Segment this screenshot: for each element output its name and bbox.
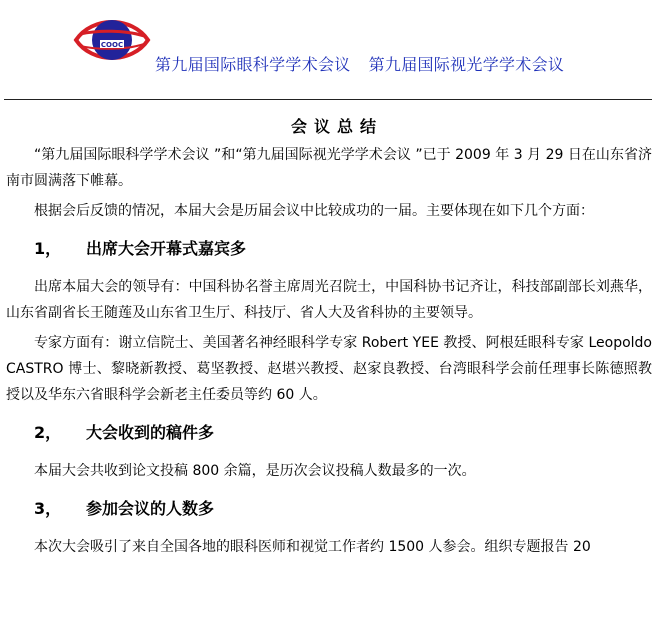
section-title: 出席大会开幕式嘉宾多 xyxy=(86,239,247,258)
section-paragraph: 本次大会吸引了来自全国各地的眼科医师和视觉工作者约 1500 人参会。组织专题报告 20 xyxy=(34,539,591,555)
section-heading xyxy=(6,484,652,534)
section-number: 3， xyxy=(34,499,62,518)
title-ophthalmology: 第九届国际眼科学学术会议 xyxy=(155,55,351,74)
conference-title xyxy=(155,52,564,75)
page-header xyxy=(0,0,657,100)
section-number: 2， xyxy=(34,423,62,442)
section-heading xyxy=(6,408,652,458)
header-divider xyxy=(4,99,652,100)
section-number: 1， xyxy=(34,239,62,258)
intro-paragraph: “第九届国际眼科学学术会议 ”和“第九届国际视光学学术会议 ”已于 2009 年 3 月 29 日在山东省济南市圆满落下帷幕。 xyxy=(6,147,652,189)
title-optometry: 第九届国际视光学学术会议 xyxy=(368,55,565,74)
section-title: 参加会议的人数多 xyxy=(86,499,215,518)
section-paragraph: 专家方面有：谢立信院士、美国著名神经眼科学专家 Robert YEE 教授、阿根廷眼科专家 Leopoldo CASTRO 博士、黎晓新教授、葛坚教授、赵堪兴教授、赵家良教授、台湾眼科学会前任理事长陈德照教授以及华东六省眼科学会新老主任委员等约 60 人。 xyxy=(6,335,652,403)
logo-text: COOC xyxy=(100,41,124,49)
document-title: 会议总结 xyxy=(290,117,383,136)
section-paragraph: 本届大会共收到论文投稿 800 余篇，是历次会议投稿人数最多的一次。 xyxy=(34,463,476,479)
conference-logo xyxy=(72,12,152,68)
intro-paragraph: 根据会后反馈的情况，本届大会是历届会议中比较成功的一届。主要体现在如下几个方面： xyxy=(34,203,594,219)
section-paragraph: 出席本届大会的领导有：中国科协名誉主席周光召院士，中国科协书记齐让，科技部副部长刘燕华，山东省副省长王随莲及山东省卫生厅、科技厅、省人大及省科协的主要领导。 xyxy=(6,279,652,321)
section-title: 大会收到的稿件多 xyxy=(86,423,215,442)
document-body xyxy=(6,112,652,560)
section-heading xyxy=(6,224,652,274)
